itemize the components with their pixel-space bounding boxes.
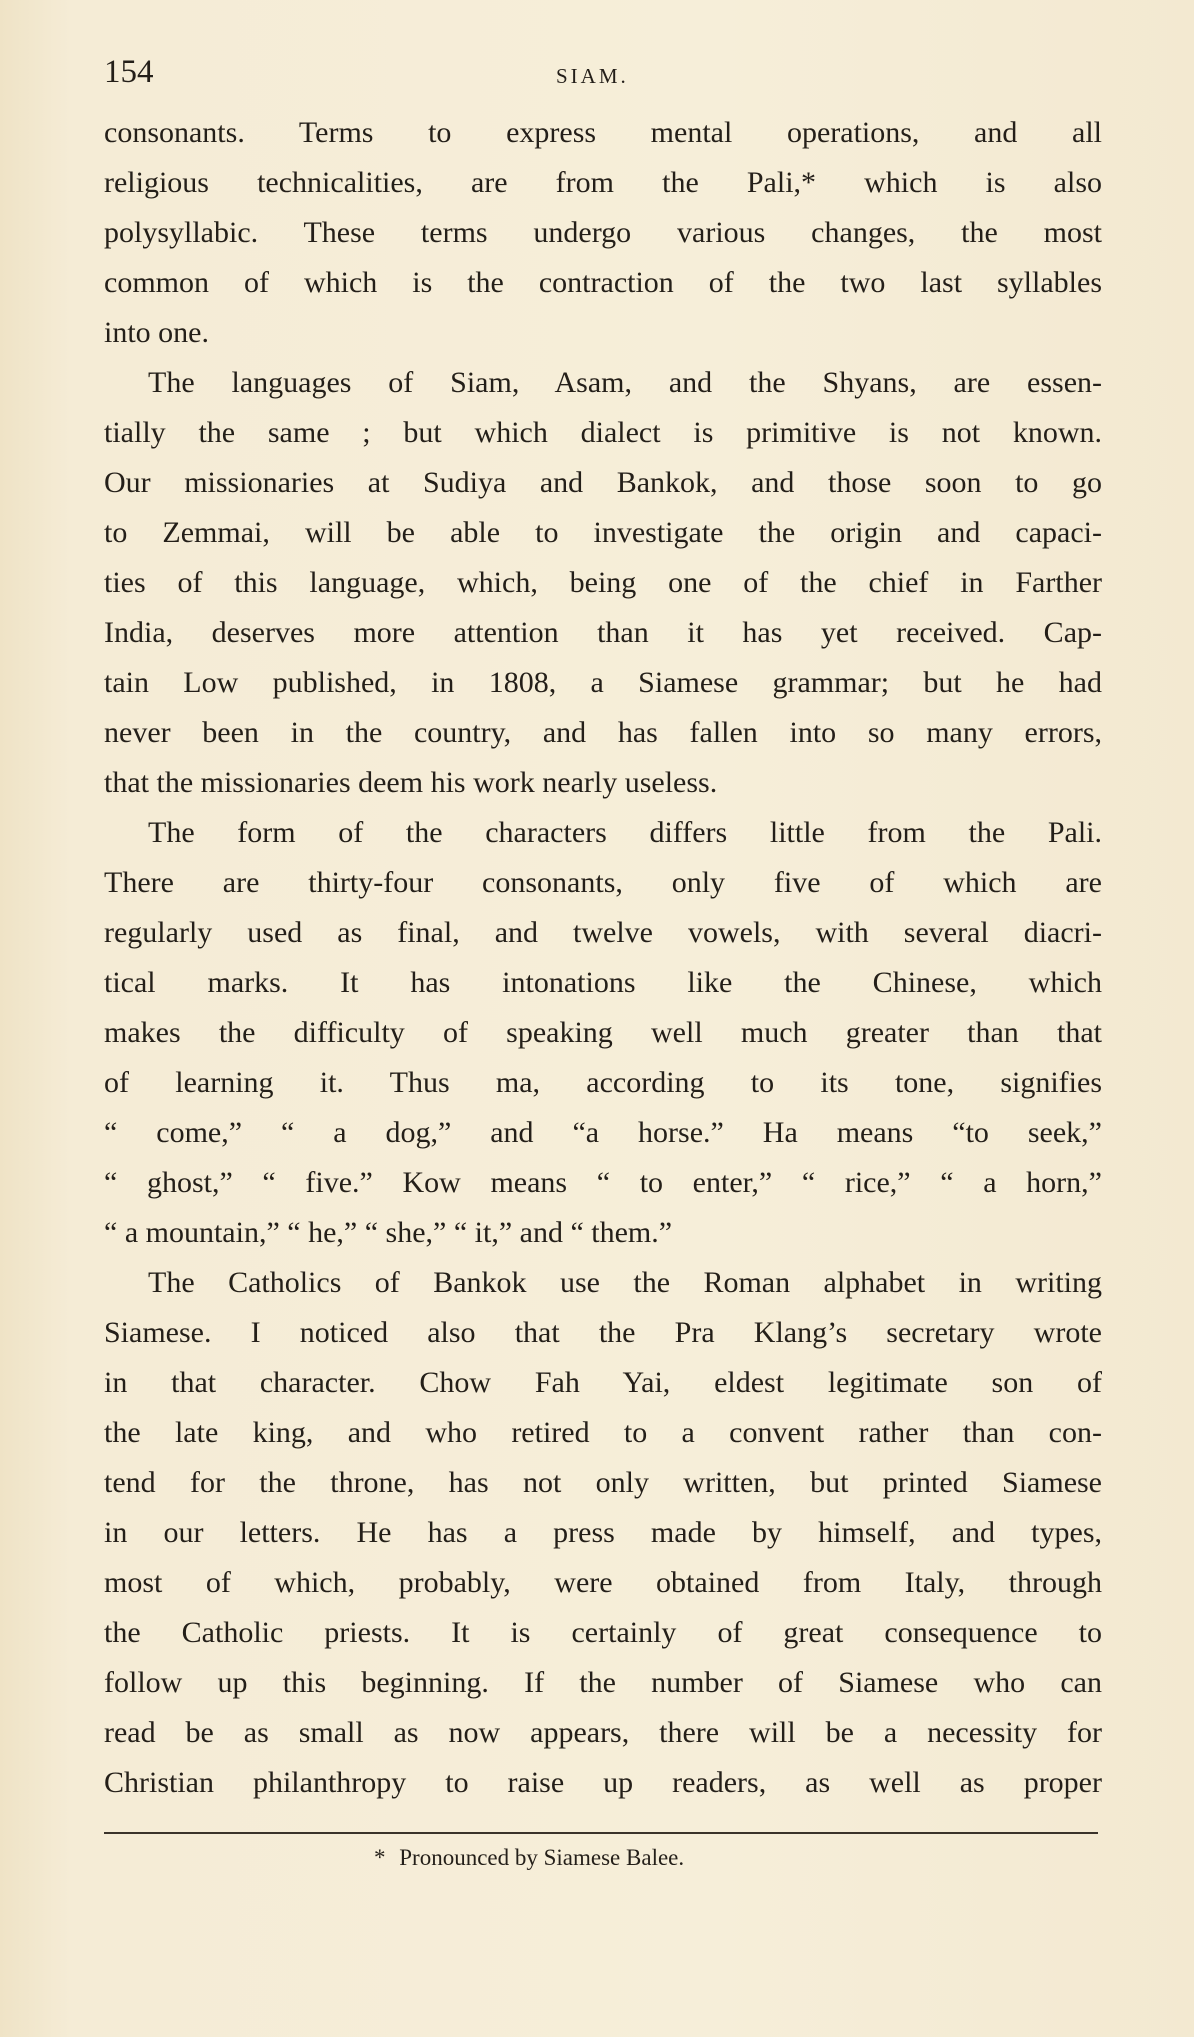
text-line: in our letters. He has a press made by himself, and types, (104, 1516, 1102, 1549)
footnote-rule (104, 1832, 1098, 1834)
running-title: SIAM. (556, 64, 629, 88)
text-line: “ a mountain,” “ he,” “ she,” “ it,” and “ them.” (104, 1216, 673, 1249)
text-line: “ ghost,” “ five.” Kow means “ to enter,” “ rice,” “ a horn,” (104, 1166, 1102, 1199)
text-line: tially the same ; but which dialect is primitive is not known. (104, 416, 1102, 449)
text-line: most of which, probably, were obtained from Italy, through (104, 1566, 1102, 1599)
text-line: that the missionaries deem his work nearly useless. (104, 766, 718, 799)
text-line: into one. (104, 316, 209, 349)
text-line: polysyllabic. These terms undergo various changes, the most (104, 216, 1102, 249)
text-line: tend for the throne, has not only written, but printed Siamese (104, 1466, 1102, 1499)
footnote-text: Pronounced by Siamese Balee. (399, 1845, 685, 1870)
text-line: “ come,” “ a dog,” and “a horse.” Ha means “to seek,” (104, 1116, 1102, 1149)
text-line: Our missionaries at Sudiya and Bankok, and those soon to go (104, 466, 1102, 499)
text-line: of learning it. Thus ma, according to its tone, signifies (104, 1066, 1102, 1099)
footnote (374, 1840, 684, 1876)
body-text (104, 108, 1102, 1808)
text-line: The form of the characters differs little from the Pali. (148, 816, 1102, 849)
footnote-marker: * (374, 1845, 386, 1870)
text-line: read be as small as now appears, there will be a necessity for (104, 1716, 1102, 1749)
text-line: India, deserves more attention than it has yet received. Cap- (104, 616, 1102, 649)
text-line: the Catholic priests. It is certainly of great consequence to (104, 1616, 1102, 1649)
text-line: ties of this language, which, being one of the chief in Farther (104, 566, 1102, 599)
text-line: tical marks. It has intonations like the Chinese, which (104, 966, 1102, 999)
text-line: to Zemmai, will be able to investigate the origin and capaci- (104, 516, 1102, 549)
page-number: 154 (104, 54, 154, 90)
text-line: religious technicalities, are from the Pali,* which is also (104, 166, 1102, 199)
text-line: common of which is the contraction of the two last syllables (104, 266, 1102, 299)
text-line: regularly used as final, and twelve vowels, with several diacri- (104, 916, 1102, 949)
text-line: Christian philanthropy to raise up readers, as well as proper (104, 1766, 1102, 1799)
text-line: the late king, and who retired to a convent rather than con- (104, 1416, 1102, 1449)
text-line: Siamese. I noticed also that the Pra Klang’s secretary wrote (104, 1316, 1102, 1349)
text-line: The languages of Siam, Asam, and the Shyans, are essen- (148, 366, 1102, 399)
text-line: The Catholics of Bankok use the Roman alphabet in writing (148, 1266, 1102, 1299)
text-line: never been in the country, and has fallen into so many errors, (104, 716, 1102, 749)
text-line: in that character. Chow Fah Yai, eldest legitimate son of (104, 1366, 1102, 1399)
text-line: follow up this beginning. If the number of Siamese who can (104, 1666, 1102, 1699)
text-line: makes the difficulty of speaking well much greater than that (104, 1016, 1102, 1049)
running-head (104, 52, 1104, 92)
text-line: tain Low published, in 1808, a Siamese grammar; but he had (104, 666, 1102, 699)
text-line: There are thirty-four consonants, only five of which are (104, 866, 1102, 899)
text-line: consonants. Terms to express mental operations, and all (104, 116, 1102, 149)
